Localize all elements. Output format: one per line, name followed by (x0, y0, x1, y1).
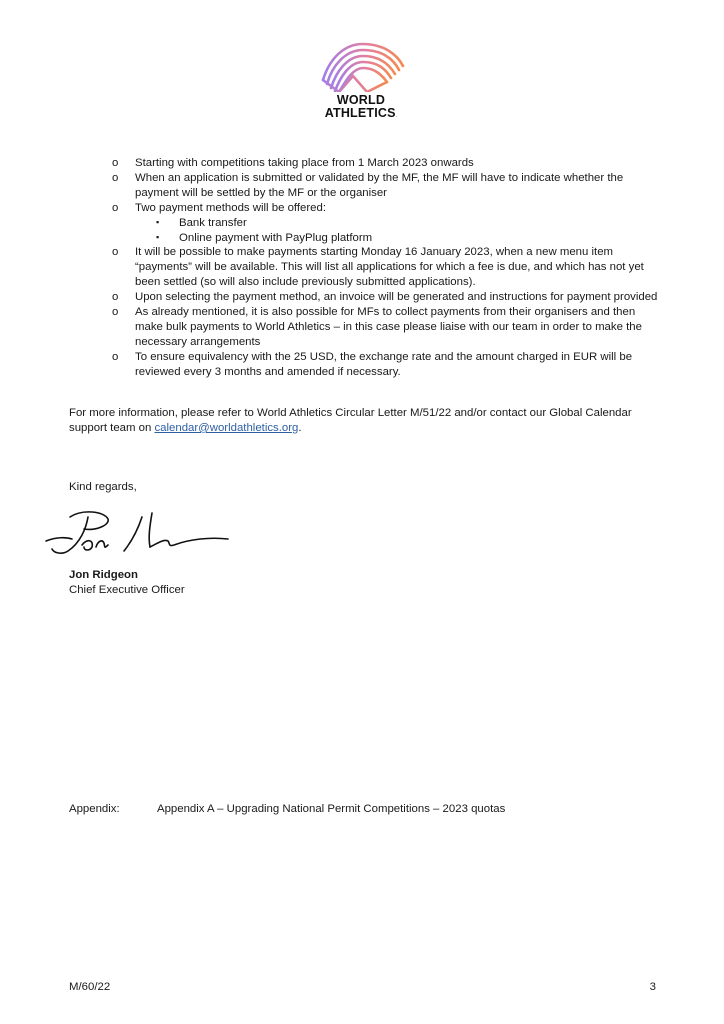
signatory-name: Jon Ridgeon (69, 569, 138, 581)
signature-icon (42, 503, 232, 565)
more-info-text: For more information, please refer to World Athletics Circular Letter M/51/22 and/or contact our Global Calendar support team on (69, 407, 632, 434)
bullet-text: Two payment methods will be offered: (135, 201, 326, 214)
sub-bullet-marker: ▪ (156, 216, 160, 227)
bullet-marker: o (112, 246, 119, 259)
world-athletics-logo (316, 36, 408, 126)
bullet-text: When an application is submitted or validated by the MF, the MF will have to indicate whether the payment will be settled by the MF or the organiser (135, 171, 624, 199)
footer-page-number: 3 (649, 981, 656, 993)
logo-trademark: . (395, 113, 398, 119)
bullet-item (69, 171, 659, 201)
handwritten-signature (42, 503, 232, 565)
logo-wordmark (316, 94, 406, 123)
appendix-text: Appendix A – Upgrading National Permit Competitions – 2023 quotas (157, 803, 506, 815)
bullet-marker: o (112, 306, 119, 319)
logo-line-2 (316, 107, 406, 123)
bullet-item (69, 290, 659, 305)
bullet-item (69, 156, 659, 171)
logo-mark-icon (319, 36, 405, 92)
closing-salutation: Kind regards, (69, 481, 137, 493)
bullet-item (69, 305, 659, 350)
bullet-marker: o (112, 350, 119, 363)
bullet-marker: o (112, 201, 119, 214)
more-info-paragraph (69, 406, 659, 436)
appendix-label: Appendix: (69, 803, 120, 815)
more-info-end: . (298, 421, 302, 434)
sub-bullet-item (69, 216, 659, 231)
logo-line-2-text: ATHLETICS (324, 106, 396, 120)
bullet-text: It will be possible to make payments starting Monday 16 January 2023, when a new menu item “payments” will be available. This will list all applications for which a fee is due, and which has not yet been settled (so will also include previously submitted applications). (135, 246, 644, 289)
sub-bullet-item (69, 231, 659, 246)
bullet-marker: o (112, 157, 119, 169)
bullet-marker: o (112, 171, 119, 184)
bullet-text: Upon selecting the payment method, an invoice will be generated and instructions for payment provided (135, 291, 658, 304)
sub-bullet-text: Bank transfer (179, 216, 247, 229)
support-email-link[interactable]: calendar@worldathletics.org (154, 421, 299, 434)
bullet-item (69, 350, 659, 380)
payment-bullet-list (69, 156, 659, 380)
sub-bullet-text: Online payment with PayPlug platform (179, 231, 373, 244)
bullet-marker: o (112, 291, 119, 304)
bullet-item (69, 245, 659, 290)
bullet-item (69, 201, 659, 216)
bullet-text: As already mentioned, it is also possible for MFs to collect payments from their organisers and then make bulk payments to World Athletics – in this case please liaise with our team in order to make the necessary arrangements (135, 306, 642, 348)
footer-reference: M/60/22 (69, 981, 111, 993)
sub-bullet-marker: ▪ (156, 231, 160, 242)
logo-line-1: WORLD (336, 93, 386, 107)
signatory-title: Chief Executive Officer (69, 584, 185, 596)
bullet-text: To ensure equivalency with the 25 USD, the exchange rate and the amount charged in EUR will be reviewed every 3 months and amended if necessary. (135, 350, 633, 378)
bullet-text: Starting with competitions taking place from 1 March 2023 onwards (135, 157, 474, 169)
